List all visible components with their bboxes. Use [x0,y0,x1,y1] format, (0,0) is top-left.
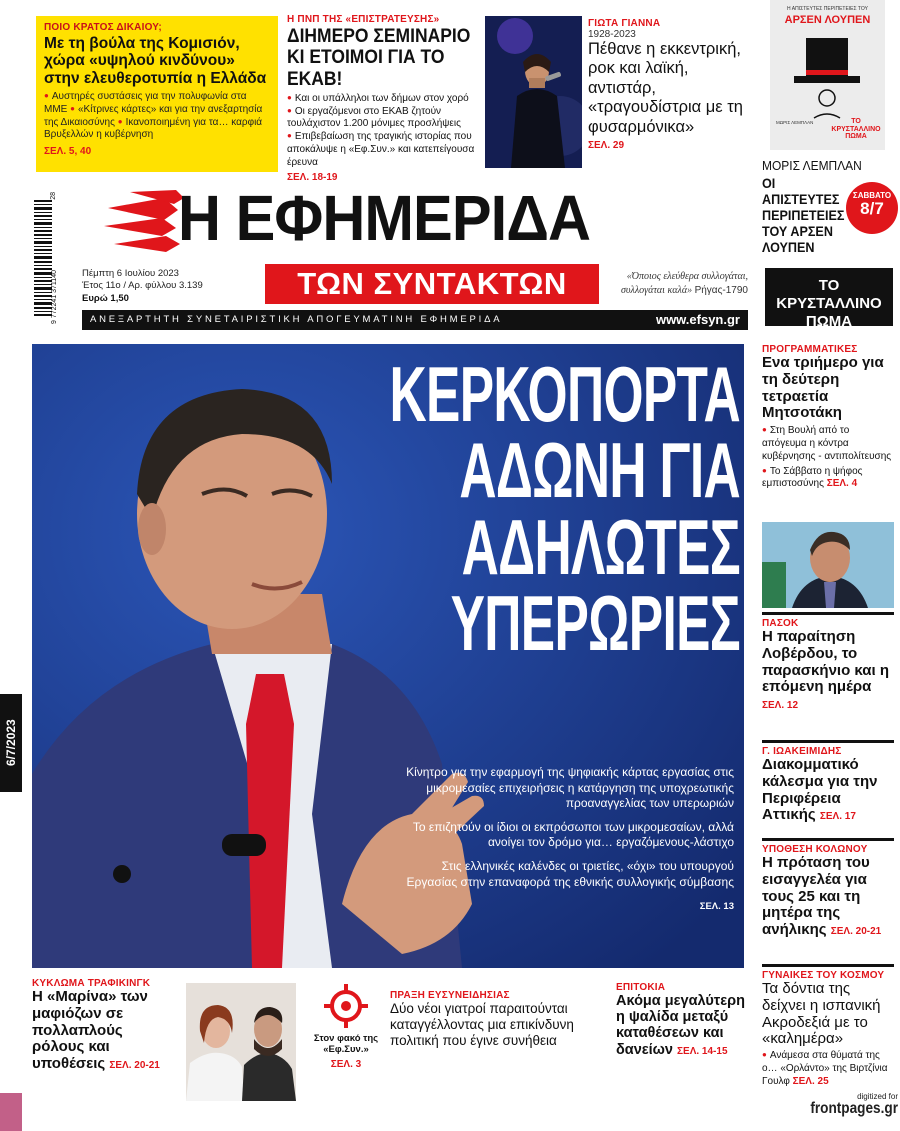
story-kolonos[interactable] [762,838,894,939]
bullet: ● Στη Βουλή από το απόγευμα η κόντρα κυβέρνησης - αντιπολίτευσης [762,425,891,462]
bullet: ● Ικανοποιημένη για τα… καρφιά Βρυξελλών η κυβέρνηση [44,117,262,141]
website-link[interactable]: www.efsyn.gr [655,312,740,327]
book-cover [770,0,885,150]
story-text [762,425,894,491]
headline-row [762,757,894,824]
teaser-text [287,93,479,170]
page-ref: ΣΕΛ. 17 [819,811,856,823]
headline: Δύο νέοι γιατροί παραιτούνται καταγγέλλοντας μια επικίνδυνη πολιτική που έγινε συνήθεια [390,1001,574,1049]
headline: Η παραίτηση Λοβέρδου, το παρασκήνιο και η επόμενη ημέρα [762,628,890,696]
promo-date-badge [846,182,898,234]
page-ref: ΣΕΛ. 20-21 [830,926,882,938]
story-interest-rates[interactable] [616,982,748,1058]
newspaper-title[interactable]: Η ΕΦΗΜΕΡΙΔΑ [178,182,591,254]
teaser-press-freedom[interactable] [36,16,278,172]
headline: Πέθανε η εκκεντρική, ροκ και λαϊκή, αντιστάρ, «τραγουδίστρια με τη φυσαρμόνικα» [588,40,743,136]
kicker: ΠΡΑΞΗ ΕΥΣΥΝΕΙΔΗΣΙΑΣ [390,990,510,1001]
page-ref: ΣΕΛ. 29 [588,140,625,152]
headline-row [762,855,894,939]
bullet: ● «Κίτρινες κάρτες» και για την ανεξαρτησία της Δικαιοσύνης [44,104,262,128]
doctors-portrait [186,983,296,1101]
kicker: Η ΠΝΠ ΤΗΣ «ΕΠΙΣΤΡΑΤΕΥΣΗΣ» [287,14,440,25]
kicker: ΓΙΩΤΑ ΓΙΑΝΝΑ [588,18,661,29]
tagline: ΑΝΕΞΑΡΤΗΤΗ ΣΥΝΕΤΑΙΡΙΣΤΙΚΗ ΑΠΟΓΕΥΜΑΤΙΝΗ ΕΦΗΜΕΡΙΔΑ [90,314,503,325]
bullet: ● Επιβεβαίωση της τραγικής ιστορίας που αποκάλυψε η «Εφ.Συν.» και κατεπείγουσα έρευνα [287,131,474,168]
issue-price: Ευρώ 1,50 [82,292,129,304]
promo-day: ΣΑΒΒΑΤΟ [852,191,892,200]
page-ref: ΣΕΛ. 12 [762,700,799,712]
singer-photo [485,16,582,168]
story-pasok[interactable] [762,612,894,713]
doctors-photo [186,983,296,1101]
page-ref: ΣΕΛ. 4 [826,478,858,490]
cover-author: ΜΩΡΙΣ ΛΕΜΠΛΑΝ [776,120,814,125]
story-doctors[interactable] [390,990,600,1050]
side-date: 6/7/2023 [4,719,18,767]
bullet: ● Οι εργαζόμενοι στο ΕΚΑΒ ζητούν τουλάχιστον 1.200 μόνιμες προσλήψεις [287,106,461,130]
page-ref: ΣΕΛ. 3 [330,1058,362,1070]
years: 1928-2023 [588,29,636,40]
in-focus-badge [304,984,388,1088]
watermark [762,1093,898,1117]
masthead-pen-logo [104,190,186,260]
kicker: ΚΥΚΛΩΜΑ ΤΡΑΦΙΚΙΝΓΚ [32,978,151,989]
side-color-tab [0,1093,22,1131]
bullet: ● Ανάμεσα στα θύματά της ο… «Ορλάντο» της Βιρτζίνια Γουλφ [762,1050,888,1087]
headline: ΔΙΗΜΕΡΟ ΣΕΜΙΝΑΡΙΟ ΚΙ ΕΤΟΙΜΟΙ ΓΙΑ ΤΟ ΕΚΑΒ! [287,26,471,90]
book-title: ΟΙ ΑΠΙΣΤΕΥΤΕΣ ΠΕΡΙΠΕΤΕΙΕΣ ΤΟΥ ΑΡΣΕΝ ΛΟΥΠΕΝ [762,175,845,256]
promo-date: 8/7 [860,199,884,218]
divider [762,964,894,967]
headline: Η πρόταση του εισαγγελέα για τους 25 και τη μητέρα της ανήλικης [762,854,870,939]
headline: Ενα τριήμερο για τη δεύτερη τετραετία Μητσοτάκη [762,354,884,422]
main-paragraph: Στις ελληνικές καλένδες οι τριετίες, «όχι» του υπουργού Εργασίας στην επαναφορά της εθνικής συλλογικής σύμβασης [406,858,734,889]
headline-row [762,629,894,713]
story-text [762,1050,894,1088]
main-headline-line: ΥΠΕΡΩΡΙΕΣ [450,579,740,668]
cover-subtitle: ΤΟ ΚΡΥΣΤΑΛΛΙΝΟ ΠΩΜΑ [831,118,881,141]
watermark-line2: frontpages.gr [810,1100,898,1117]
page-ref: ΣΕΛ. 18-19 [287,171,338,183]
story-programmatic[interactable] [762,344,894,491]
bullet: ● Και οι υπάλληλοι των δήμων στον χορό [287,93,469,104]
kicker: ΠΡΟΓΡΑΜΜΑΤΙΚΕΣ [762,344,858,355]
headline-row [616,993,748,1058]
politician-portrait [762,522,894,608]
kicker: ΠΟΙΟ ΚΡΑΤΟΣ ΔΙΚΑΙΟΥ; [44,22,162,33]
bullet: ● Το Σάββατο η ψήφος εμπιστοσύνης [762,466,863,490]
barcode [32,190,58,326]
headline: Η «Μαρίνα» των μαφιόζων σε πολλαπλούς ρόλους και υποθέσεις [32,988,148,1073]
kicker: ΓΥΝΑΙΚΕΣ ΤΟΥ ΚΟΣΜΟΥ [762,970,885,981]
barcode-suffix: 28 [50,192,57,200]
main-paragraph: Το επιζητούν οι ίδιοι οι εκπρόσωποι των μικρομεσαίων, αλλά ανοίγει τον δρόμο για… εργαζόμενους-λάστιχο [412,819,734,850]
headline: Τα δόντια της δείχνει η ισπανική Ακροδεξιά με το «καλημέρα» [762,980,881,1048]
kicker: ΠΑΣΟΚ [762,618,799,629]
kicker: Γ. ΙΩΑΚΕΙΜΙΔΗΣ [762,746,842,757]
book-promo-cover[interactable] [762,0,892,155]
promo-book-name: ΤΟ ΚΡΥΣΤΑΛΛΙΝΟ ΠΩΜΑ [765,268,893,326]
motto-author: Ρήγας-1790 [694,284,748,296]
headline: Με τη βούλα της Κομισιόν, χώρα «υψηλού κινδύνου» στην ελευθεροτυπία η Ελλάδα [44,35,267,87]
story-ioakeimidis[interactable] [762,740,894,824]
barcode-number: 9 772241 371140 [51,270,58,324]
fountain-pen-icon [104,190,186,260]
crosshair-icon [324,984,368,1028]
cover-title: ΑΡΣΕΝ ΛΟΥΠΕΝ [784,14,871,26]
story-trafficking[interactable] [32,978,178,1073]
in-focus-label: Στον φακό της «Εφ.Συν.» [313,1033,379,1056]
main-headline-line: ΑΔΩΝΗ ΓΙΑ [459,426,740,515]
top-hat-icon [784,34,870,130]
issue-number: Έτος 11ο / Αρ. φύλλου 3.139 [82,280,203,292]
headline: Διακομματικό κάλεσμα για την Περιφέρεια Αττικής [762,756,878,824]
bullet: ● Αυστηρές συστάσεις για την πολυφωνία στα ΜΜΕ [44,91,247,115]
issue-date: Πέμπτη 6 Ιουλίου 2023 [82,268,179,279]
kicker: ΕΠΙΤΟΚΙΑ [616,982,666,993]
tagline-bar [82,310,748,330]
divider [762,838,894,841]
main-headline-line: ΚΕΡΚΟΠΟΡΤΑ [389,350,740,438]
headline-row [32,989,178,1073]
watermark-line1: digitized for [857,1092,898,1101]
newspaper-subtitle: ΤΩΝ ΣΥΝΤΑΚΤΩΝ [265,264,599,304]
side-date-tab [0,694,22,792]
teaser-ekab[interactable] [287,14,479,183]
main-headline[interactable] [351,350,740,668]
main-headline-line: ΑΔΗΛΩΤΕΣ [461,502,740,591]
page-ref: ΣΕΛ. 14-15 [677,1045,728,1057]
motto [600,270,748,297]
teaser-text [44,91,270,142]
page-ref: ΣΕΛ. 20-21 [109,1060,160,1072]
divider [762,740,894,743]
issue-info [82,268,262,305]
cover-series: Η ΑΠΙΣΤΕΥΤΕΣ ΠΕΡΙΠΕΤΕΙΕΣ ΤΟΥ [787,6,868,12]
teaser-giota-gianna[interactable] [588,18,748,151]
page-ref: ΣΕΛ. 5, 40 [44,146,92,158]
page-ref: ΣΕΛ. 25 [792,1075,829,1087]
singer-illustration [485,16,582,168]
loverdos-photo [762,522,894,608]
book-author: ΜΟΡΙΣ ΛΕΜΠΛΑΝ [762,158,862,173]
page-ref: ΣΕΛ. 13 [699,901,734,913]
main-paragraph: Κίνητρο για την εφαρμογή της ψηφιακής κάρτας εργασίας στις μικρομεσαίες επιχειρήσεις η κατάργηση της υποχρεωτικής προαναγγελίας των υπερωριών [406,765,734,811]
headline: Ακόμα μεγαλύτερη η ψαλίδα μεταξύ καταθέσεων και δανείων [616,993,745,1058]
motto-text: «Όποιος ελεύθερα συλλογάται, συλλογάται καλά» [620,271,748,296]
story-women[interactable] [762,964,894,1089]
kicker: ΥΠΟΘΕΣΗ ΚΟΛΩΝΟΥ [762,844,868,855]
main-story-text [398,765,734,914]
divider [762,612,894,615]
